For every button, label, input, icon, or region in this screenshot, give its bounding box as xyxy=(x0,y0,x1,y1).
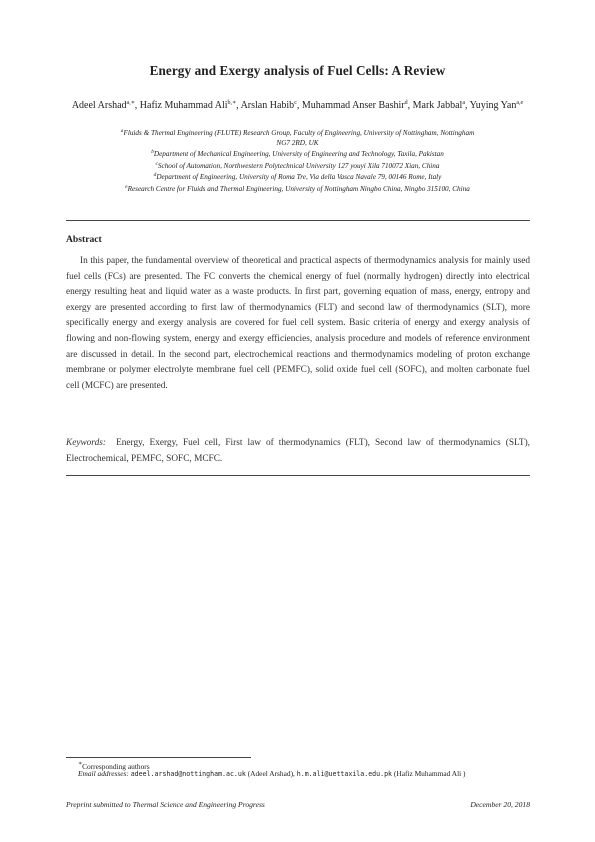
abstract-heading: Abstract xyxy=(66,234,102,245)
footnote-emails xyxy=(78,769,466,778)
affiliation-mark: a xyxy=(120,128,124,134)
affiliation-line xyxy=(60,139,535,149)
affiliation-text: Department of Mechanical Engineering, University of Engineering and Technology, Taxila, Pakistan xyxy=(153,150,444,159)
author-affiliation-mark: d xyxy=(404,100,408,106)
affiliation-text: NG7 2RD, UK xyxy=(276,138,319,147)
footnote-marker: ∗ xyxy=(78,761,83,767)
affiliation-text: Fluids & Thermal Engineering (FLUTE) Research Group, Faculty of Engineering, University of Nottingham, Nottingham xyxy=(123,129,475,137)
author-affiliation-mark: a xyxy=(462,100,466,106)
affiliation-line xyxy=(60,183,535,195)
abstract-paragraph: In this paper, the fundamental overview of theoretical and practical aspects of thermodynamics analysis for mainly used fuel cells (FCs) are presented. The FC converts the chemical energy of fuel (normally hydrogen) directly into electrical energy resulting heat and liquid water as a waste products. In first part, governing equation of mass, energy, entropy and exergy are presented according to first law of thermodynamics (FLT) and second law of thermodynamics (SLT), more specifically energy and exergy analysis are covered for fuel cell system. Basic criteria of energy and exergy analysis of flowing and non-flowing system, energy and exergy efficiencies, analysis procedure and models of reference environment are discussed in detail. In the second part, electrochemical reactions and thermodynamics modeling of proton exchange membrane or polymer electrolyte membrane fuel cell (PEMFC), solid oxide fuel cell (SOFC), and molten carbonate fuel cell (MCFC) are presented. xyxy=(66,256,530,391)
author-name: Arslan Habib xyxy=(240,100,295,111)
email-owner-1: (Adeel Arshad), xyxy=(247,769,295,778)
affiliation-line xyxy=(60,171,535,183)
footer-journal: Preprint submitted to Thermal Science and Engineering Progress xyxy=(66,800,265,809)
affiliation-list xyxy=(60,127,535,195)
author-affiliation-mark: c xyxy=(294,100,297,106)
affiliation-text: Department of Engineering, University of Roma Tre, Via della Vasca Navale 79, 00146 Rome, Italy xyxy=(156,173,442,182)
author-separator: , xyxy=(407,100,413,111)
email-link-1[interactable]: adeel.arshad@nottingham.ac.uk xyxy=(130,770,246,778)
top-divider xyxy=(66,220,530,221)
author-list xyxy=(70,96,525,113)
email-owner-2: (Hafiz Muhammad Ali ) xyxy=(393,769,466,778)
author-name: Adeel Arshad xyxy=(71,100,127,111)
email-label: Email addresses: xyxy=(78,769,129,778)
bottom-divider xyxy=(66,475,530,476)
author-name: Yuying Yan xyxy=(469,100,517,111)
affiliation-line xyxy=(60,127,535,139)
author-name: Mark Jabbal xyxy=(412,100,463,111)
author-separator: , xyxy=(236,100,241,111)
affiliation-mark: e xyxy=(125,183,128,190)
affiliation-mark: d xyxy=(153,172,157,179)
affiliation-line xyxy=(60,148,535,160)
abstract-body xyxy=(66,254,530,394)
affiliation-text: Research Centre for Fluids and Thermal Engineering, University of Nottingham Ningbo China, Ningbo 315100, China xyxy=(127,184,470,193)
email-link-2[interactable]: h.m.ali@uettaxila.edu.pk xyxy=(296,770,393,778)
author-separator: , xyxy=(465,100,470,111)
author-affiliation-mark: a,∗ xyxy=(126,100,135,106)
footnote-divider xyxy=(66,757,251,758)
author-name: Hafiz Muhammad Ali xyxy=(139,100,228,111)
author-name: Muhammad Anser Bashir xyxy=(301,100,405,111)
affiliation-mark: c xyxy=(155,160,158,167)
author-separator: , xyxy=(296,100,302,111)
affiliation-line xyxy=(60,160,535,172)
author-affiliation-mark: a,e xyxy=(516,100,524,106)
keywords xyxy=(66,436,530,467)
keywords-label: Keywords: xyxy=(66,438,106,448)
affiliation-text: School of Automation, Northwestern Polytechnical University 127 youyi Xila 710072 Xian, China xyxy=(157,161,440,170)
affiliation-mark: b xyxy=(151,149,154,156)
footnote-corr-text: Corresponding authors xyxy=(82,762,150,771)
author-separator: , xyxy=(134,100,140,111)
author-affiliation-mark: b,∗ xyxy=(227,100,237,106)
paper-title: Energy and Exergy analysis of Fuel Cells: A Review xyxy=(149,63,446,78)
footer-date: December 20, 2018 xyxy=(470,800,530,809)
keywords-text: Energy, Exergy, Fuel cell, First law of thermodynamics (FLT), Second law of thermodynamics (SLT), Electrochemical, PEMFC, SOFC, MCFC. xyxy=(66,438,530,464)
